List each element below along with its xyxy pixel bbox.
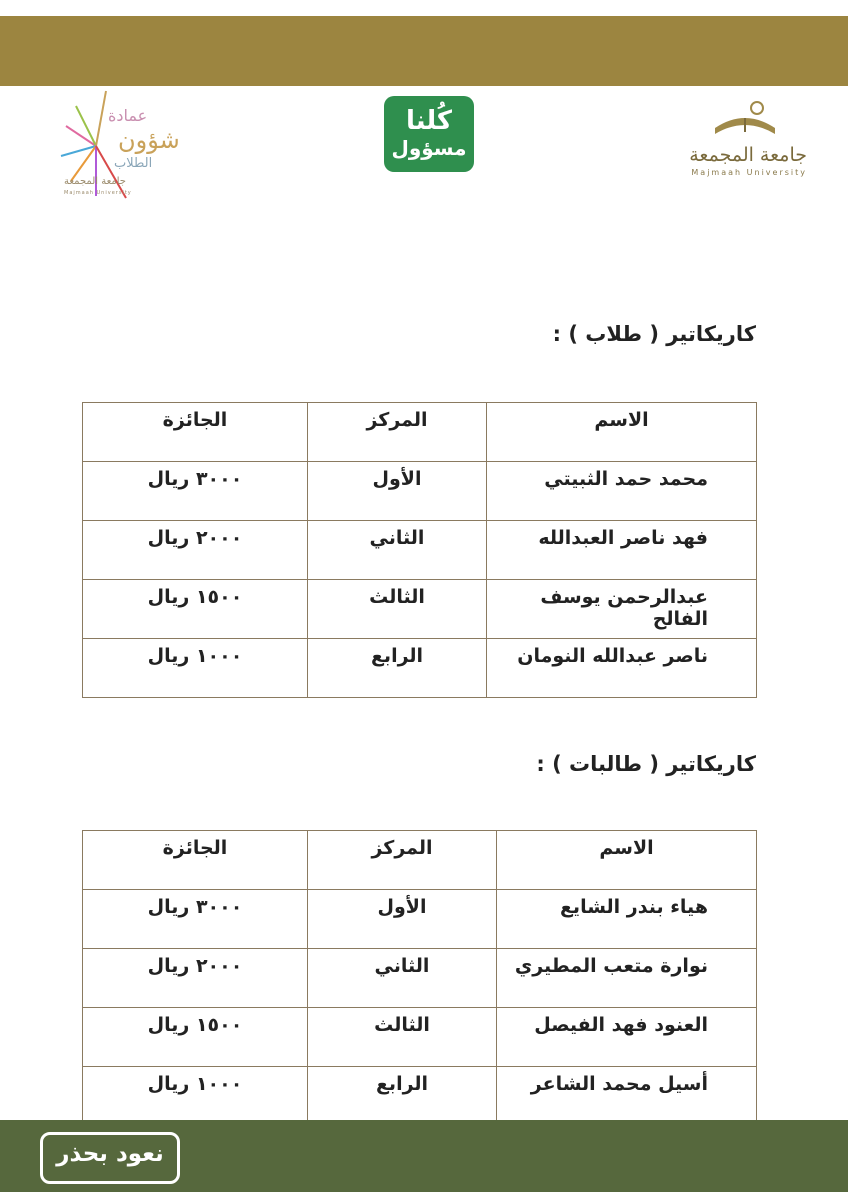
winner-prize: ٣٠٠٠ ريال [83,890,308,949]
winner-rank: الثاني [308,949,497,1008]
university-name-ar: جامعة المجمعة [689,144,807,166]
deanship-logo-line4: جامعة المجمعة [64,176,126,187]
deanship-student-affairs-logo [56,86,180,206]
winner-name: فهد ناصر العبدالله [487,521,757,580]
table-row [83,1008,757,1067]
winner-prize: ١٠٠٠ ريال [83,639,308,698]
winner-prize: ١٥٠٠ ريال [83,1008,308,1067]
column-header-name: الاسم [497,831,757,890]
table-header-row [83,403,757,462]
winner-rank: الأول [308,890,497,949]
deanship-logo-line1: عمادة [108,106,148,125]
table-row [83,521,757,580]
deanship-logo-line5: Majmaah University [64,190,132,196]
university-name-en: Majmaah University [691,168,807,177]
column-header-rank: المركز [308,831,497,890]
winner-name: أسيل محمد الشاعر [497,1067,757,1126]
winner-rank: الرابع [308,1067,497,1126]
winner-rank: الأول [308,462,487,521]
open-book-icon [705,98,785,142]
winner-rank: الرابع [308,639,487,698]
winner-name: العنود فهد الفيصل [497,1008,757,1067]
winner-prize: ٣٠٠٠ ريال [83,462,308,521]
winner-prize: ٢٠٠٠ ريال [83,949,308,1008]
column-header-name: الاسم [487,403,757,462]
campaign-logo-line2: مسؤول [391,136,467,160]
winner-name: نوارة متعب المطيري [497,949,757,1008]
kulluna-masool-logo [384,96,474,172]
campaign-logo-line1: كُلنا [405,106,453,136]
winner-name: ناصر عبدالله النومان [487,639,757,698]
prize-table-male [82,402,757,698]
table-row [83,890,757,949]
table-row [83,462,757,521]
column-header-prize: الجائزة [83,403,308,462]
naood-bihadhar-logo [40,1132,180,1184]
deanship-logo-line2: شؤون [118,126,180,154]
majmaah-university-logo [655,98,815,178]
winner-name: هياء بندر الشايع [497,890,757,949]
table-header-row [83,831,757,890]
table-row [83,639,757,698]
winner-prize: ١٥٠٠ ريال [83,580,308,639]
winner-prize: ٢٠٠٠ ريال [83,521,308,580]
deanship-logo-line3: الطلاب [114,156,153,171]
winner-name: عبدالرحمن يوسف الفالح [487,580,757,639]
winner-rank: الثالث [308,580,487,639]
winner-name: محمد حمد الثبيتي [487,462,757,521]
winner-rank: الثاني [308,521,487,580]
top-decorative-band [0,16,848,86]
prize-table-female [82,830,757,1126]
section-title-female: كاريكاتير ( طالبات ) : [536,752,756,776]
section-title-male: كاريكاتير ( طلاب ) : [552,322,756,346]
column-header-rank: المركز [308,403,487,462]
table-row [83,949,757,1008]
table-row [83,580,757,639]
winner-rank: الثالث [308,1008,497,1067]
footer-logo-text: نعود بحذر [56,1141,164,1167]
winner-prize: ١٠٠٠ ريال [83,1067,308,1126]
column-header-prize: الجائزة [83,831,308,890]
table-row [83,1067,757,1126]
